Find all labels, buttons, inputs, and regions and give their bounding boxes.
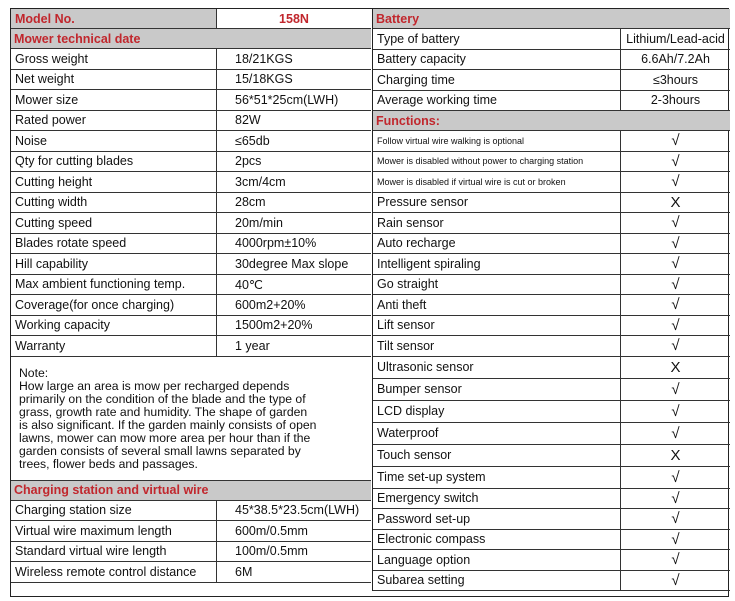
availability-mark: √ (671, 316, 680, 334)
availability-mark: √ (671, 255, 680, 273)
row-label: Tilt sensor (373, 336, 621, 356)
row-label: Standard virtual wire length (11, 542, 217, 562)
availability-mark: √ (671, 551, 680, 569)
row-label: Auto recharge (373, 234, 621, 254)
table-row (11, 152, 371, 173)
row-label: Mower is disabled if virtual wire is cut or broken (373, 172, 621, 192)
row-label: Subarea setting (373, 571, 621, 591)
availability-mark: √ (671, 530, 680, 548)
table-row (373, 213, 730, 234)
left-column (11, 9, 371, 583)
row-label: Mower is disabled without power to charging station (373, 152, 621, 172)
row-label: Wireless remote control distance (11, 562, 217, 582)
row-label: Follow virtual wire walking is optional (373, 131, 621, 151)
table-row (11, 172, 371, 193)
row-value: ≤3hours (652, 72, 699, 87)
availability-mark: X (670, 446, 681, 464)
table-row (373, 336, 730, 357)
row-label: Blades rotate speed (11, 234, 217, 254)
row-value: 2-3hours (650, 93, 701, 108)
row-label: Type of battery (373, 29, 621, 49)
row-value: 6M (235, 564, 253, 579)
model-row (11, 9, 371, 29)
table-row (373, 379, 730, 401)
functions-table (373, 131, 730, 591)
row-value: 100m/0.5mm (235, 544, 308, 559)
table-row (11, 213, 371, 234)
row-value: 20m/min (235, 215, 283, 230)
table-row (373, 193, 730, 214)
table-row (11, 521, 371, 542)
battery-section-title: Battery (376, 11, 420, 26)
table-row (11, 193, 371, 214)
table-row (373, 295, 730, 316)
row-value: 1 year (235, 338, 270, 353)
table-row (373, 50, 730, 71)
mower-section-title: Mower technical date (14, 31, 141, 46)
row-label: Time set-up system (373, 467, 621, 488)
table-row (11, 131, 371, 152)
row-label: Hill capability (11, 254, 217, 274)
row-value: 28cm (235, 195, 266, 210)
note-line: primarily on the condition of the blade and the type of (19, 391, 306, 406)
row-label: Go straight (373, 275, 621, 295)
availability-mark: √ (671, 152, 680, 170)
table-row (11, 254, 371, 275)
row-label: Electronic compass (373, 530, 621, 550)
table-row (11, 336, 371, 357)
row-label: Warranty (11, 336, 217, 356)
table-row (373, 316, 730, 337)
table-row (373, 275, 730, 296)
row-value: 4000rpm±10% (235, 236, 317, 251)
row-value: 1500m2+20% (235, 318, 313, 333)
row-label: Password set-up (373, 509, 621, 529)
charging-section-title: Charging station and virtual wire (14, 483, 209, 497)
functions-section-header (373, 111, 730, 131)
availability-mark: √ (671, 424, 680, 442)
row-value: 3cm/4cm (235, 174, 286, 189)
row-value: 18/21KGS (235, 51, 293, 66)
table-row (11, 90, 371, 111)
model-label: Model No. (11, 9, 217, 28)
row-label: Language option (373, 550, 621, 570)
row-label: LCD display (373, 401, 621, 422)
row-label: Intelligent spiraling (373, 254, 621, 274)
availability-mark: X (670, 193, 681, 211)
note-line: is also significant. If the garden mainly consists of open (19, 417, 317, 432)
row-label: Ultrasonic sensor (373, 357, 621, 378)
note-line: How large an area is mow per recharged depends (19, 378, 290, 393)
table-row (373, 29, 730, 50)
row-label: Mower size (11, 90, 217, 110)
row-label: Cutting speed (11, 213, 217, 233)
model-value: 158N (217, 9, 371, 28)
table-row (373, 152, 730, 173)
availability-mark: √ (671, 380, 680, 398)
table-row (373, 254, 730, 275)
table-row (373, 445, 730, 467)
availability-mark: √ (671, 132, 680, 150)
row-label: Waterproof (373, 423, 621, 444)
spec-sheet (10, 8, 729, 597)
table-row (11, 562, 371, 583)
table-row (373, 550, 730, 571)
row-label: Average working time (373, 91, 621, 111)
availability-mark: √ (671, 571, 680, 589)
row-label: Bumper sensor (373, 379, 621, 400)
table-row (11, 275, 371, 296)
table-row (11, 316, 371, 337)
row-label: Charging time (373, 70, 621, 90)
row-label: Lift sensor (373, 316, 621, 336)
row-value: 56*51*25cm(LWH) (235, 92, 339, 107)
availability-mark: √ (671, 296, 680, 314)
row-label: Rain sensor (373, 213, 621, 233)
row-value: 2pcs (235, 154, 262, 169)
table-row (11, 111, 371, 132)
row-label: Net weight (11, 70, 217, 90)
table-row (373, 357, 730, 379)
availability-mark: √ (671, 275, 680, 293)
row-label: Emergency switch (373, 489, 621, 509)
note-line: lawns, mower can mow more area per hour than if the (19, 430, 311, 445)
table-row (373, 234, 730, 255)
availability-mark: √ (671, 173, 680, 191)
row-label: Max ambient functioning temp. (11, 275, 217, 295)
charging-section-header (11, 481, 371, 501)
row-value: 600m2+20% (235, 297, 306, 312)
battery-spec-table (373, 29, 730, 111)
table-row (373, 91, 730, 112)
availability-mark: √ (671, 402, 680, 420)
row-label: Touch sensor (373, 445, 621, 466)
row-label: Noise (11, 131, 217, 151)
note-line: garden consists of several small lawns separated by (19, 443, 301, 458)
table-row (373, 467, 730, 489)
row-value: 600m/0.5mm (235, 523, 308, 538)
row-label: Cutting height (11, 172, 217, 192)
row-label: Battery capacity (373, 50, 621, 70)
mower-section-header (11, 29, 371, 49)
row-label: Qty for cutting blades (11, 152, 217, 172)
availability-mark: √ (671, 214, 680, 232)
table-row (373, 530, 730, 551)
availability-mark: √ (671, 234, 680, 252)
right-column (372, 9, 730, 591)
table-row (373, 172, 730, 193)
note-line: Note: (19, 365, 49, 380)
row-value: 82W (235, 113, 261, 128)
row-value: 15/18KGS (235, 72, 293, 87)
note-line: grass, growth rate and humidity. The shape of garden (19, 404, 308, 419)
row-label: Gross weight (11, 49, 217, 69)
table-row (11, 49, 371, 70)
row-value: ≤65db (235, 133, 270, 148)
table-row (11, 542, 371, 563)
availability-mark: √ (671, 489, 680, 507)
row-label: Working capacity (11, 316, 217, 336)
note-line: trees, flower beds and passages. (19, 456, 198, 471)
functions-section-title: Functions: (376, 113, 440, 128)
row-value: 40℃ (235, 277, 263, 292)
availability-mark: √ (671, 337, 680, 355)
table-row (11, 70, 371, 91)
availability-mark: √ (671, 510, 680, 528)
table-row (373, 571, 730, 592)
row-value: 6.6Ah/7.2Ah (641, 52, 710, 67)
row-label: Coverage(for once charging) (11, 295, 217, 315)
table-row (11, 501, 371, 522)
row-value: Lithium/Lead-acid (626, 31, 725, 46)
mower-spec-table (11, 49, 371, 357)
row-label: Charging station size (11, 501, 217, 521)
table-row (373, 401, 730, 423)
row-label: Virtual wire maximum length (11, 521, 217, 541)
row-label: Cutting width (11, 193, 217, 213)
availability-mark: √ (671, 468, 680, 486)
table-row (373, 509, 730, 530)
charging-spec-table (11, 501, 371, 583)
table-row (373, 423, 730, 445)
availability-mark: X (670, 358, 681, 376)
table-row (373, 131, 730, 152)
table-row (373, 70, 730, 91)
table-row (373, 489, 730, 510)
row-label: Rated power (11, 111, 217, 131)
row-label: Pressure sensor (373, 193, 621, 213)
row-value: 45*38.5*23.5cm(LWH) (235, 503, 360, 518)
row-value: 30degree Max slope (235, 256, 349, 271)
table-row (11, 295, 371, 316)
note-block (11, 357, 371, 481)
battery-section-header (373, 9, 730, 29)
table-row (11, 234, 371, 255)
row-label: Anti theft (373, 295, 621, 315)
